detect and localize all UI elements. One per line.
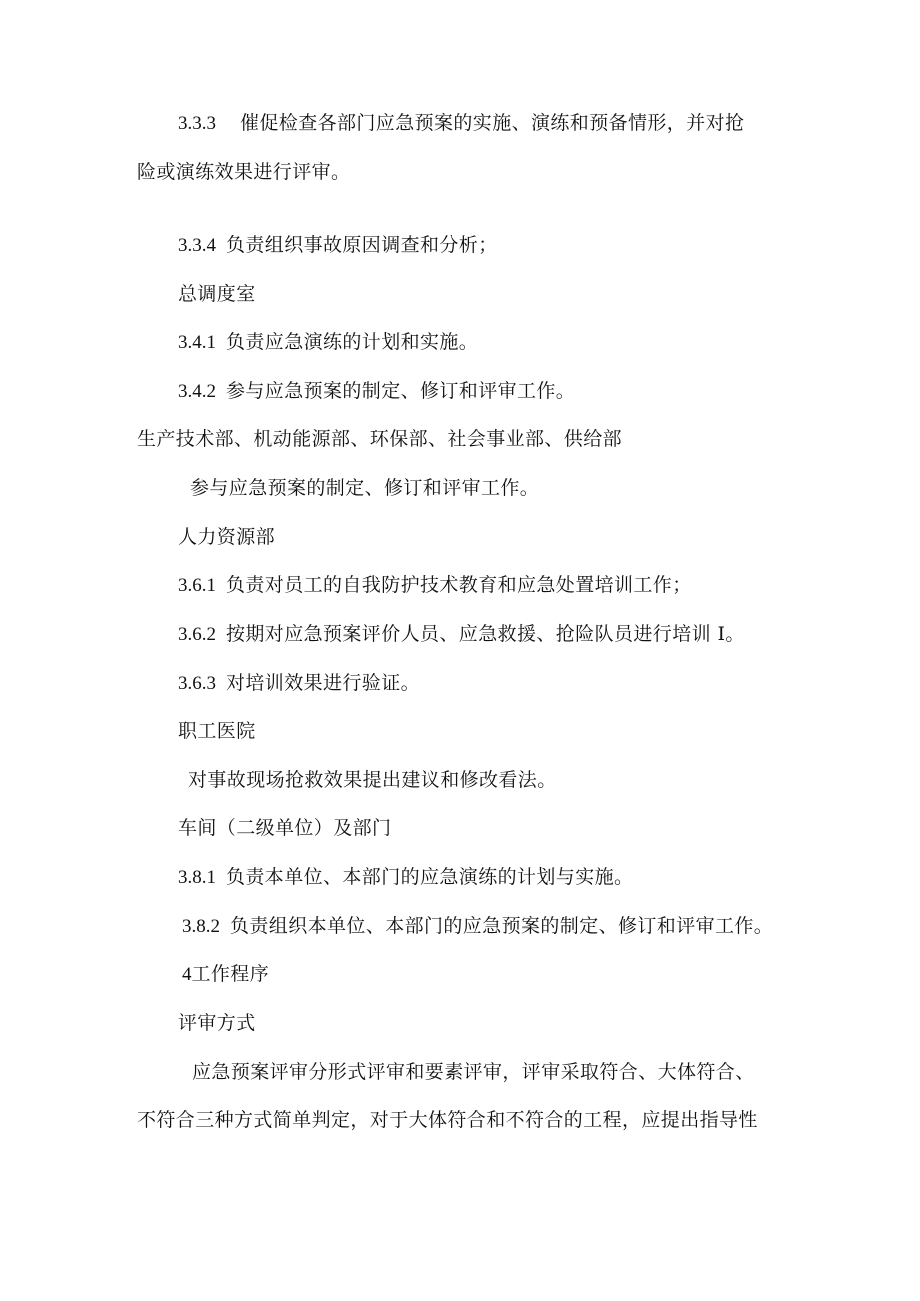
section-heading-dispatch-office bbox=[178, 283, 256, 305]
clause-text: 负责对员工的自我防护技术教育和应急处置培训工作； bbox=[226, 574, 692, 596]
clause-number: 3.8.2 bbox=[182, 916, 220, 937]
section-heading: 评审方式 bbox=[178, 1012, 256, 1034]
clause-3-6-3 bbox=[178, 672, 420, 695]
section-heading: 职工医院 bbox=[178, 720, 256, 742]
clause-3-3-4 bbox=[178, 234, 498, 257]
clause-3-8-2 bbox=[182, 915, 773, 938]
section-heading-hr bbox=[178, 526, 275, 548]
clause-number: 3.3.3 bbox=[178, 113, 216, 134]
clause-3-3-3 bbox=[178, 112, 744, 135]
clause-number: 3.4.1 bbox=[178, 332, 216, 353]
paragraph-text: 不符合三种方式简单判定，对于大体符合和不符合的工程，应提出指导性 bbox=[137, 1109, 758, 1131]
section-heading-departments bbox=[137, 428, 622, 450]
clause-text: 对事故现场抢救效果提出建议和修改看法。 bbox=[188, 769, 557, 791]
clause-text: 负责本单位、本部门的应急演练的计划与实施。 bbox=[226, 866, 634, 888]
clause-text: 负责应急演练的计划和实施。 bbox=[226, 331, 479, 353]
clause-number: 3.6.1 bbox=[178, 575, 216, 596]
section-heading: 生产技术部、机动能源部、环保部、社会事业部、供给部 bbox=[137, 428, 623, 450]
clause-3-6-2 bbox=[178, 623, 745, 646]
clause-text: 对培训效果进行验证。 bbox=[226, 672, 421, 694]
clause-text: 参与应急预案的制定、修订和评审工作。 bbox=[190, 477, 540, 499]
clause-number: 3.6.3 bbox=[178, 673, 216, 694]
chapter-4-heading bbox=[182, 963, 269, 986]
chapter-number: 4 bbox=[182, 964, 192, 985]
section-heading: 人力资源部 bbox=[178, 526, 276, 548]
section-heading: 总调度室 bbox=[178, 283, 256, 305]
section-heading-review-method bbox=[178, 1012, 256, 1034]
section-heading: 车间（二级单位）及部门 bbox=[178, 817, 392, 839]
chapter-title: 工作程序 bbox=[191, 963, 270, 985]
departments-duty bbox=[190, 477, 539, 499]
paragraph-text: 应急预案评审分形式评审和要素评审，评审采取符合、大体符合、 bbox=[192, 1061, 755, 1083]
clause-3-8-1 bbox=[178, 866, 633, 889]
review-method-paragraph-continued bbox=[137, 1109, 758, 1131]
clause-text: 参与应急预案的制定、修订和评审工作。 bbox=[226, 380, 576, 402]
clause-text: 按期对应急预案评价人员、应急救援、抢险队员进行培训 I。 bbox=[226, 623, 745, 645]
review-method-paragraph bbox=[192, 1061, 755, 1083]
clause-number: 3.4.2 bbox=[178, 381, 216, 402]
clause-number: 3.8.1 bbox=[178, 867, 216, 888]
clause-number: 3.6.2 bbox=[178, 624, 216, 645]
clause-text: 催促检查各部门应急预案的实施、演练和预备情形，并对抢 bbox=[240, 112, 745, 134]
clause-text: 负责组织事故原因调查和分析； bbox=[226, 234, 498, 256]
hospital-duty bbox=[188, 769, 557, 791]
clause-number: 3.3.4 bbox=[178, 235, 216, 256]
section-heading-hospital bbox=[178, 720, 256, 742]
clause-3-6-1 bbox=[178, 574, 692, 597]
clause-text: 险或演练效果进行评审。 bbox=[137, 161, 351, 183]
clause-3-4-1 bbox=[178, 331, 478, 354]
clause-3-3-3-continued bbox=[137, 161, 350, 183]
section-heading-workshop bbox=[178, 817, 391, 839]
clause-text: 负责组织本单位、本部门的应急预案的制定、修订和评审工作。 bbox=[230, 915, 774, 937]
clause-3-4-2 bbox=[178, 380, 575, 403]
